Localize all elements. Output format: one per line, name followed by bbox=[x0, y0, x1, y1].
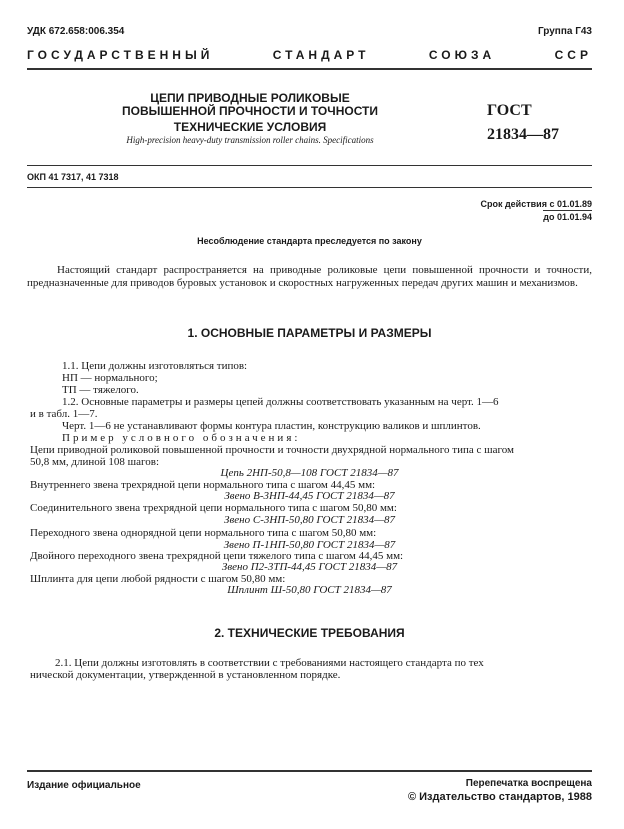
footer-rule bbox=[27, 770, 592, 772]
example-4-designation: Звено П-1НП-50,80 ГОСТ 21834—87 bbox=[223, 539, 396, 551]
clause-1-2: 1.2. Основные параметры и размеры цепей должны соответствовать указанным на черт. 1—6 bbox=[62, 396, 499, 408]
clause-2-1-cont: нической документации, утвержденной в установленном порядке. bbox=[30, 669, 341, 681]
ussr-word: ССР bbox=[554, 48, 592, 62]
okp-rule bbox=[27, 187, 592, 188]
clause-2-1: 2.1. Цепи должны изготовлять в соответствии с требованиями настоящего стандарта по тех bbox=[55, 657, 484, 669]
example-1-text-cont: 50,8 мм, длиной 108 шагов: bbox=[30, 456, 160, 468]
intro-paragraph: Настоящий стандарт распространяется на приводные роликовые цепи повышенной прочности и точности, предназначенные для приводов буровых установок и скоростных нагруженных передач других машин и механизмов. bbox=[27, 264, 592, 289]
example-3-text: Соединительного звена трехрядной цепи нормального типа с шагом 50,80 мм: bbox=[30, 502, 397, 514]
official-edition: Издание официальное bbox=[27, 780, 141, 791]
validity-to: до 01.01.94 bbox=[543, 212, 592, 222]
udc-code: УДК 672.658:006.354 bbox=[27, 26, 125, 37]
validity-from: Срок действия с 01.01.89 bbox=[480, 199, 592, 209]
type-tp: ТП — тяжелого. bbox=[62, 384, 139, 396]
section-2-heading: 2. ТЕХНИЧЕСКИЕ ТРЕБОВАНИЯ bbox=[214, 626, 405, 640]
example-2-designation: Звено В-3НП-44,45 ГОСТ 21834—87 bbox=[224, 490, 395, 502]
example-2-text: Внутреннего звена трехрядной цепи нормального типа с шагом 44,45 мм: bbox=[30, 479, 376, 491]
example-3-designation: Звено С-3НП-50,80 ГОСТ 21834—87 bbox=[224, 514, 395, 526]
clause-1-1: 1.1. Цепи должны изготовляться типов: bbox=[62, 360, 248, 372]
title-english: High-precision heavy-duty transmission roller chains. Specifications bbox=[126, 135, 374, 145]
state-standard-line bbox=[27, 48, 592, 62]
title-line-1: ЦЕПИ ПРИВОДНЫЕ РОЛИКОВЫЕ bbox=[150, 91, 350, 105]
example-6-text: Шплинта для цепи любой рядности с шагом 50,80 мм: bbox=[30, 573, 286, 585]
example-label: Пример условного обозначения: bbox=[62, 432, 301, 444]
reprint-notice: Перепечатка воспрещена bbox=[465, 778, 592, 789]
clause-1-2-cont: и в табл. 1—7. bbox=[30, 408, 98, 420]
example-5-designation: Звено П2-3ТП-44,45 ГОСТ 21834—87 bbox=[221, 561, 398, 573]
group-code: Группа Г43 bbox=[537, 26, 592, 37]
standard-word: СТАНДАРТ bbox=[272, 48, 370, 62]
gost-label: ГОСТ bbox=[487, 102, 532, 119]
legal-notice: Несоблюдение стандарта преследуется по закону bbox=[197, 236, 422, 246]
example-1-text: Цепи приводной роликовой повышенной прочности и точности двухрядной нормального типа с шагом bbox=[30, 444, 514, 456]
section-1-heading: 1. ОСНОВНЫЕ ПАРАМЕТРЫ И РАЗМЕРЫ bbox=[187, 326, 432, 340]
union-word: СОЮЗА bbox=[428, 48, 496, 62]
example-1-designation: Цепь 2НП-50,8—108 ГОСТ 21834—87 bbox=[220, 467, 399, 479]
header-rule bbox=[27, 68, 592, 70]
publisher-copyright: © Издательство стандартов, 1988 bbox=[407, 791, 592, 803]
example-4-text: Переходного звена однорядной цепи нормального типа с шагом 50,80 мм: bbox=[30, 527, 377, 539]
title-rule bbox=[27, 165, 592, 166]
title-line-3: ТЕХНИЧЕСКИЕ УСЛОВИЯ bbox=[173, 120, 327, 134]
gost-number: 21834—87 bbox=[487, 126, 559, 143]
state-word: ГОСУДАРСТВЕННЫЙ bbox=[27, 48, 214, 62]
okp-codes: ОКП 41 7317, 41 7318 bbox=[27, 172, 119, 182]
example-6-designation: Шплинт Ш-50,80 ГОСТ 21834—87 bbox=[227, 584, 392, 596]
example-5-text: Двойного переходного звена трехрядной цепи тяжелого типа с шагом 44,45 мм: bbox=[30, 550, 404, 562]
type-np: НП — нормального; bbox=[62, 372, 158, 384]
drawings-note: Черт. 1—6 не устанавливают формы контура пластин, конструкцию валиков и шплинтов. bbox=[62, 420, 481, 432]
title-line-2: ПОВЫШЕННОЙ ПРОЧНОСТИ И ТОЧНОСТИ bbox=[121, 104, 379, 118]
